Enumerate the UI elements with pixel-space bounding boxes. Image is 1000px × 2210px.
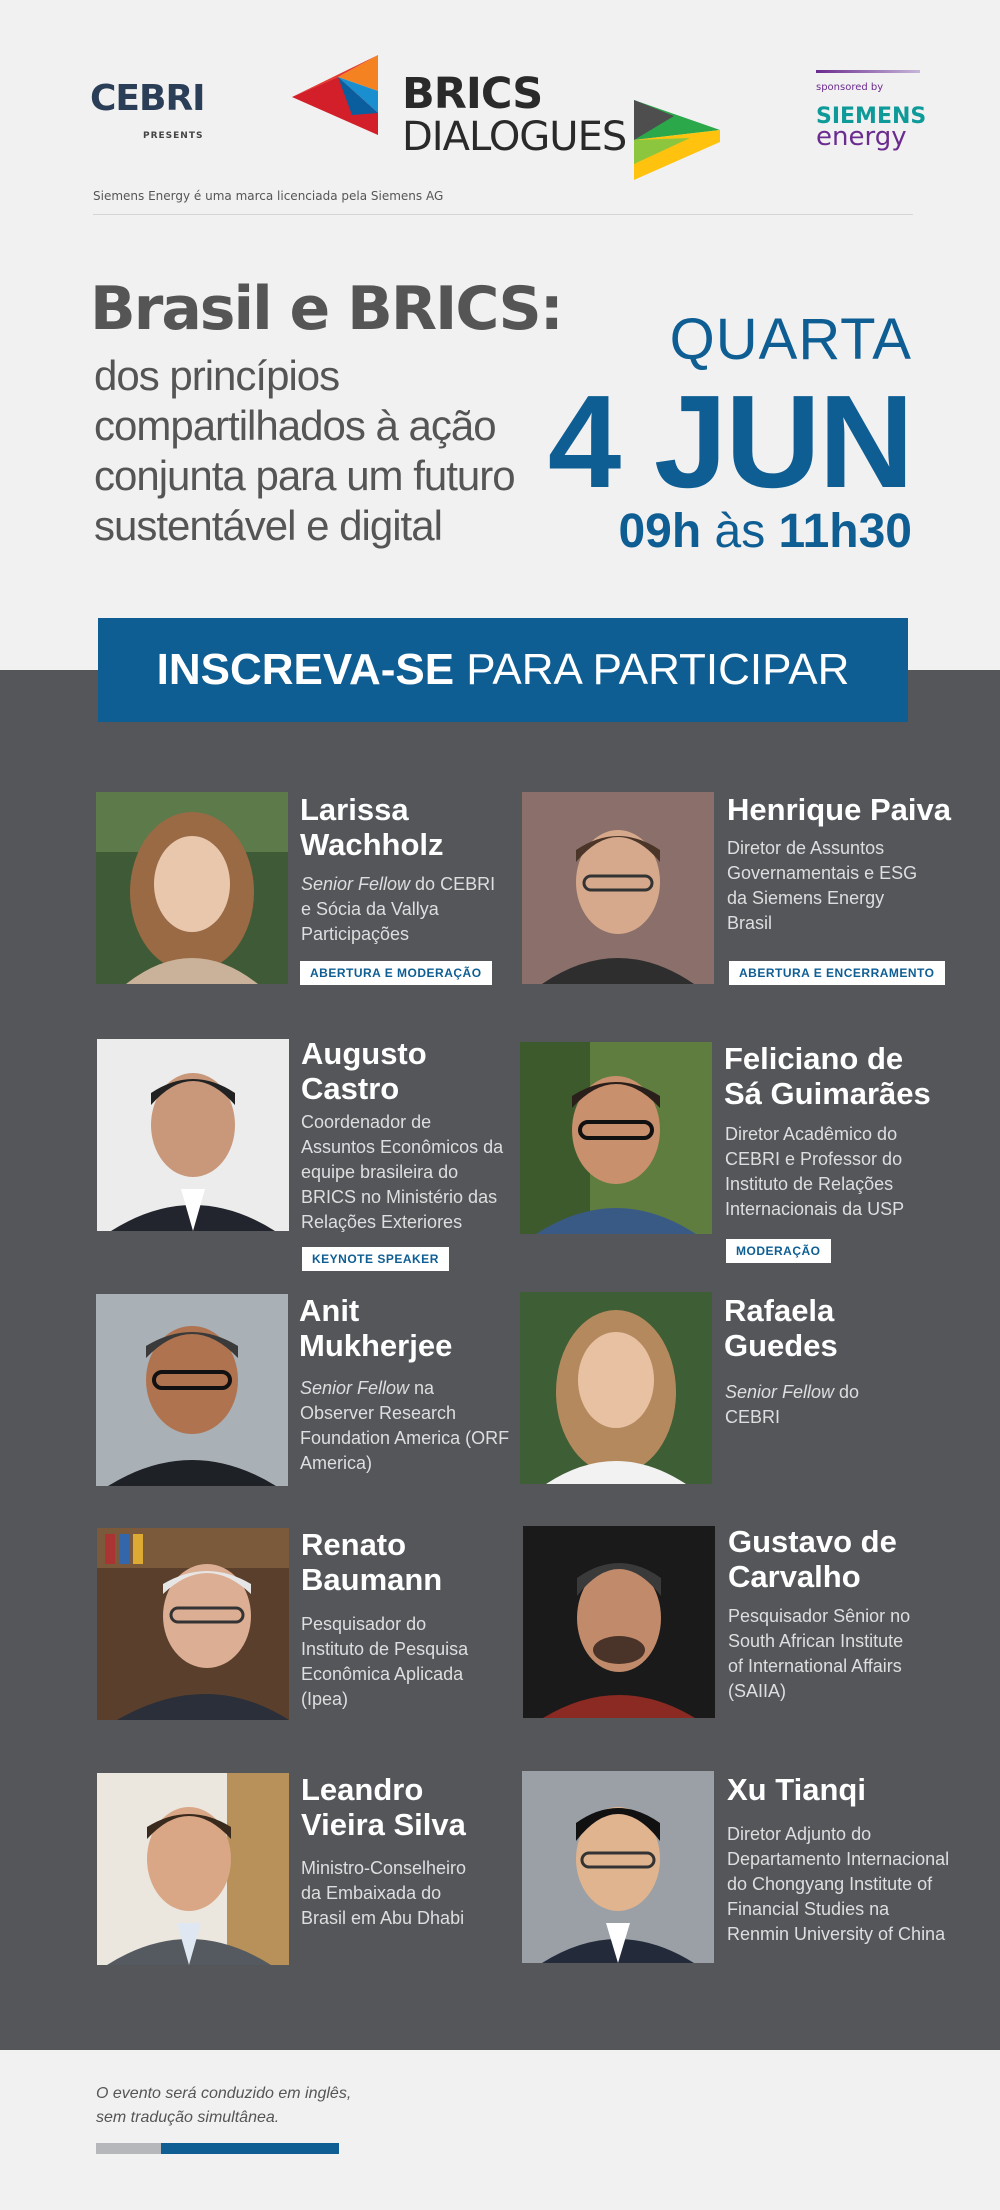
speaker-desc: Financial Studies na [727, 1899, 890, 1919]
event-day: QUARTA [669, 307, 912, 372]
header-divider [93, 214, 913, 215]
brics-subtitle: DIALOGUES [402, 114, 627, 160]
speaker-photo [520, 1292, 712, 1484]
speaker-desc: Governamentais e ESG [727, 863, 918, 883]
speaker-desc: Diretor Adjunto do [727, 1824, 872, 1844]
sponsored-by-label: sponsored by [816, 82, 884, 93]
speaker-desc: Pesquisador Sênior no [728, 1606, 911, 1626]
speaker-desc: South African Institute [728, 1631, 904, 1651]
speaker-photo [97, 1039, 289, 1231]
speaker-name: Baumann [301, 1562, 443, 1597]
speaker-name: Sá Guimarães [724, 1076, 931, 1111]
speaker-desc: America) [300, 1453, 373, 1473]
speaker-role-tag: KEYNOTE SPEAKER [302, 1247, 449, 1271]
speaker-photo [523, 1526, 715, 1718]
speaker-name: Gustavo de [728, 1524, 897, 1559]
speaker-name: Rafaela [724, 1293, 835, 1328]
footer-bar-blue [161, 2143, 339, 2154]
time-separator: às [714, 505, 766, 558]
speaker-desc: (Ipea) [301, 1689, 349, 1709]
speaker-desc: Pesquisador do [301, 1614, 427, 1634]
language-note-line: sem tradução simultânea. [96, 2109, 280, 2126]
speaker-photo [522, 792, 714, 984]
register-bold: INSCREVA-SE [156, 645, 455, 694]
speaker-role-tag: MODERAÇÃO [726, 1239, 831, 1263]
speaker-desc: Departamento Internacional [727, 1849, 950, 1869]
speaker-name: Henrique Paiva [727, 792, 951, 827]
speaker-desc: (SAIIA) [728, 1681, 787, 1701]
event-time [618, 504, 912, 560]
license-note: Siemens Energy é uma marca licenciada pela Siemens AG [93, 189, 444, 203]
speaker-desc: Senior Fellow do CEBRI [301, 874, 496, 894]
speaker-desc: Econômica Aplicada [301, 1664, 464, 1684]
speaker-role-tag: ABERTURA E MODERAÇÃO [300, 961, 492, 985]
speaker-desc: e Sócia da Vallya [301, 899, 439, 919]
speaker-desc: of International Affairs [728, 1656, 902, 1676]
speaker-photo [520, 1042, 712, 1234]
cebri-logo: CEBRI [90, 78, 205, 119]
siemens-logo-text: SIEMENS [816, 104, 927, 129]
speaker-desc: da Siemens Energy [727, 888, 885, 908]
speaker-photo [96, 792, 288, 984]
event-subtitle-line: sustentável e digital [94, 502, 442, 549]
event-date: 4 JUN [547, 368, 912, 515]
speaker-desc: Assuntos Econômicos da [301, 1137, 504, 1157]
speaker-name: Anit [299, 1293, 360, 1328]
speaker-desc: do Chongyang Institute of [727, 1874, 933, 1894]
speaker-name: Vieira Silva [301, 1807, 466, 1842]
brics-title: BRICS [402, 69, 543, 119]
speaker-name: Xu Tianqi [727, 1772, 866, 1807]
speaker-desc: Instituto de Relações [725, 1174, 894, 1194]
time-end: 11h30 [778, 505, 912, 558]
speaker-desc: Senior Fellow do [725, 1382, 860, 1402]
event-subtitle-line: dos princípios [94, 352, 340, 399]
speaker-name: Wachholz [300, 827, 444, 862]
event-title: Brasil e BRICS: [90, 274, 562, 344]
speaker-desc: Renmin University of China [727, 1924, 946, 1944]
event-subtitle-line: compartilhados à ação [94, 402, 496, 449]
speaker-desc: CEBRI [725, 1407, 781, 1427]
speaker-desc: Diretor de Assuntos [727, 838, 885, 858]
speaker-name: Castro [301, 1071, 400, 1106]
speaker-name: Feliciano de [724, 1041, 904, 1076]
presents-label: PRESENTS [143, 131, 204, 141]
speaker-desc: Observer Research [300, 1403, 457, 1423]
language-note-line: O evento será conduzido em inglês, [96, 2085, 352, 2102]
brics-logo-mark-left [292, 55, 378, 135]
speaker-photo [97, 1528, 289, 1720]
speaker-name: Carvalho [728, 1559, 861, 1594]
speaker-desc: Ministro-Conselheiro [301, 1858, 467, 1878]
header [0, 0, 1000, 670]
speaker-name: Larissa [300, 792, 409, 827]
speaker-desc: Senior Fellow na [300, 1378, 435, 1398]
brics-logo-mark-right [634, 100, 720, 180]
time-start: 09h [618, 505, 702, 558]
speaker-role-tag: ABERTURA E ENCERRAMENTO [729, 961, 945, 985]
speaker-desc: Foundation America (ORF [300, 1428, 510, 1448]
speaker-desc: Internacionais da USP [725, 1199, 905, 1219]
speaker-desc: Diretor Acadêmico do [725, 1124, 898, 1144]
speaker-photo [96, 1294, 288, 1486]
speaker-photo [522, 1771, 714, 1963]
energy-logo-text: energy [816, 122, 907, 152]
footer-bar-gray [96, 2143, 161, 2154]
speaker-desc: Brasil [727, 913, 773, 933]
speaker-name: Renato [301, 1527, 407, 1562]
language-note [96, 2082, 351, 2130]
speaker-desc: Relações Exteriores [301, 1212, 463, 1232]
event-subtitle-line: conjunta para um futuro [94, 452, 515, 499]
speaker-desc: Coordenador de [301, 1112, 432, 1132]
speaker-name: Mukherjee [299, 1328, 453, 1363]
sponsor-divider [816, 70, 920, 73]
speaker-name: Augusto [301, 1036, 427, 1071]
speaker-desc: da Embaixada do [301, 1883, 442, 1903]
speaker-name: Leandro [301, 1772, 424, 1807]
speaker-desc: BRICS no Ministério das [301, 1187, 498, 1207]
speaker-desc: Brasil em Abu Dhabi [301, 1908, 465, 1928]
register-rest: PARA PARTICIPAR [466, 645, 850, 694]
speaker-desc: Instituto de Pesquisa [301, 1639, 469, 1659]
speaker-photo [97, 1773, 289, 1965]
speaker-desc: CEBRI e Professor do [725, 1149, 903, 1169]
speaker-name: Guedes [724, 1328, 838, 1363]
speaker-desc: Participações [301, 924, 410, 944]
speaker-desc: equipe brasileira do [301, 1162, 459, 1182]
register-button[interactable] [98, 618, 908, 722]
